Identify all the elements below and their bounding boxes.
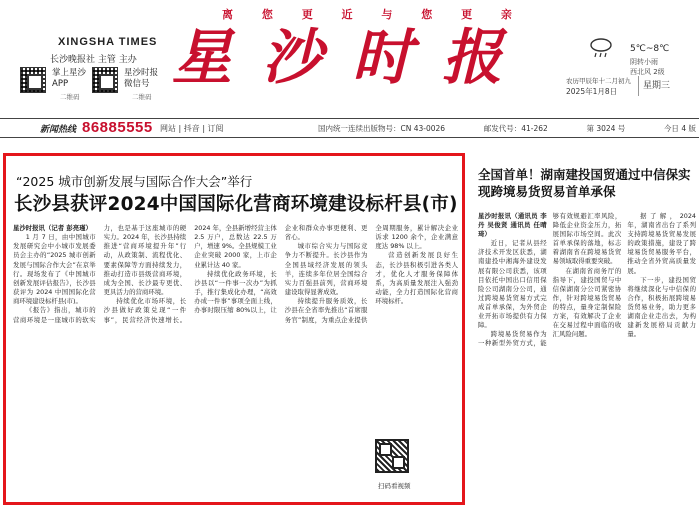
gregorian-date: 2025年1月8日 bbox=[566, 87, 618, 96]
article-paragraph: 持续提升服务质效，长沙县在全省率先推出“首席服务官”制度，为重点企业提供全周期服务，累计解决企业诉求 1200 余个，企业满意度达 98% 以上。 bbox=[284, 224, 458, 324]
logo-char: 报 bbox=[442, 23, 502, 93]
slogan-char: 与 bbox=[381, 8, 393, 21]
media-links[interactable]: 网站 | 抖音 | 订阅 bbox=[160, 124, 224, 133]
article-paragraph: 1 月 7 日，由中国城市发展研究会中小城市发展委员会主办的“2025 城市创新发展与国际合作大会”在京举行。现场发布了《中国城市创新发展评估报告》，长沙县获评为 2024 中国国际化营商环境建设标杆县(市)。 bbox=[13, 233, 96, 306]
publication-info bbox=[318, 123, 696, 134]
cn-number: 国内统一连续出版物号：CN 43-0026 bbox=[318, 124, 446, 133]
weather-temperature: 5℃~8℃ bbox=[630, 44, 670, 54]
slogan-char: 近 bbox=[341, 8, 353, 21]
slogan-char: 您 bbox=[261, 8, 273, 21]
slogan-char: 更 bbox=[461, 8, 473, 21]
weather-desc-line: 阴转小雨 bbox=[630, 58, 658, 66]
video-qr-caption: 扫码看视频 bbox=[378, 482, 411, 490]
app-qr-label: 掌上星沙 APP bbox=[52, 68, 87, 89]
side-article[interactable] bbox=[478, 166, 696, 506]
slogan-char: 您 bbox=[421, 8, 433, 21]
side-article-paragraph: 据了解，2024 年，湖南省出台了系列支持跨境易货贸易发展的政策措施，建设了跨境易货贸易服务平台，推动全省外贸高质量发展。 bbox=[627, 212, 696, 275]
postal-code: 邮发代号：41-262 bbox=[483, 124, 548, 133]
side-article-paragraph: 下一步，建投国贸将继续深化与中信保的合作，积极拓展跨境易货贸易业务，助力更多湖南企业走出去，为构建新发展格局贡献力量。 bbox=[627, 275, 696, 339]
app-qr-code-icon[interactable] bbox=[20, 67, 46, 93]
logo-char: 沙 bbox=[262, 23, 322, 93]
app-qr-sub: 二维码 bbox=[60, 93, 80, 101]
page-count: 今日 4 版 bbox=[663, 124, 696, 133]
issue-number: 第 3024 号 bbox=[586, 124, 626, 133]
article-byline: 星沙时报讯（记者 彭亮瑾） bbox=[13, 224, 92, 232]
wechat-qr-sub: 二维码 bbox=[132, 93, 152, 101]
side-article-body bbox=[478, 212, 696, 506]
article-paragraph: 营造创新发展良好生态，长沙县积极引进各类人才，优化人才服务保障体系，为高质量发展注入强劲动能，全力打造国际化营商环境标杆。 bbox=[375, 251, 458, 306]
issue-date bbox=[566, 74, 696, 98]
side-article-paragraph: 跨境易货贸易作为一种新型外贸方式，能够有效规避汇率风险，降低企业资金压力，拓展国际市场空间。此次首单承保的落地，标志着湖南省在跨境易货贸易领域取得重要突破。 bbox=[478, 212, 622, 348]
hotline-bar bbox=[0, 118, 699, 138]
article-kicker: “2025 城市创新发展与国际合作大会”举行 bbox=[16, 174, 253, 189]
hotline-label: 新闻热线 bbox=[40, 125, 77, 135]
masthead-slogan bbox=[222, 6, 512, 20]
side-article-headline[interactable]: 全国首单！湖南建投国贸通过中信保实现跨境易货贸易首单承保 bbox=[478, 167, 691, 199]
brand-publisher: 长沙晚报社 主管 主办 bbox=[50, 55, 137, 65]
weekday: 星期三 bbox=[638, 76, 674, 96]
article-paragraph: 持续优化市场环境，长沙县做好政策兑现“一件事”，民营经济快速增长。2024 年，全县新增经营主体 2.5 万户，总数达 22.5 万户，增速 9%。全县规模工业企业突破 2000 家，上市企业累计达 40 家。 bbox=[103, 224, 277, 324]
cloud-rain-icon bbox=[588, 36, 614, 58]
weather-wind-line: 西北风 2级 bbox=[630, 68, 665, 76]
video-qr-code-icon[interactable] bbox=[375, 439, 409, 473]
slogan-char: 亲 bbox=[500, 8, 512, 21]
hotline-number[interactable]: 86885555 bbox=[82, 119, 153, 136]
lunar-date: 农历甲辰年十二月初九 bbox=[566, 77, 631, 85]
article-paragraph: 《报告》指出，城市的营商环境是一座城市的软实力，也是基于这座城市的硬实力。2024 年，长沙县持续推进“营商环境提升年”行动，从政策制、流程优化、要素保障等方面持续发力，推动打造市县级营商环境，成为全国、长沙最专更优、更具活力的营商环境。 bbox=[13, 224, 187, 324]
side-article-paragraph: 在湖南省商务厅的指导下，建投国贸与中信保湖南分公司紧密协作，针对跨境易货贸易的特点，量身定制保险方案，有效解决了企业在交易过程中面临的收汇风险问题。 bbox=[552, 266, 622, 339]
logo-char: 时 bbox=[352, 23, 412, 93]
article-paragraph: 城市综合实力与国际竞争力不断提升。长沙县作为全国县域经济发展的领头羊，连续多年位居全国综合实力百强县前列，营商环境建设取得显著成效。 bbox=[284, 242, 368, 297]
brand-english-name: XINGSHA TIMES bbox=[58, 36, 158, 48]
wechat-qr-label: 星沙时报 微信号 bbox=[124, 68, 159, 89]
newspaper-logo bbox=[172, 20, 502, 96]
wechat-qr-code-icon[interactable] bbox=[92, 67, 118, 93]
article-paragraph: 持续优化政务环境，长沙县以“一件事一次办”为抓手，推行集成化办理，“高效办成一件事”事项全面上线，办事时限压缩 80%以上，让企业和群众办事更便利、更省心。 bbox=[194, 224, 368, 315]
logo-char: 星 bbox=[172, 23, 232, 93]
side-article-paragraph: 近日，记者从县经济技术开发区获悉，湖南建投中湘海外建设发展有限公司获悉，该项目依托中国出口信用保险公司湖南分公司，通过跨境易货贸易方式完成首单承保，为外贸企业开拓市场提供有力保障。 bbox=[478, 239, 547, 330]
slogan-char: 更 bbox=[301, 8, 313, 21]
slogan-char: 离 bbox=[222, 8, 233, 21]
masthead bbox=[0, 0, 699, 118]
main-article[interactable] bbox=[3, 153, 465, 505]
article-headline[interactable]: 长沙县获评2024中国国际化营商环境建设标杆县(市) bbox=[14, 194, 458, 215]
side-article-byline: 星沙时报讯（通讯员 李丹 吴俊贤 通讯员 任晴琦） bbox=[478, 212, 547, 239]
